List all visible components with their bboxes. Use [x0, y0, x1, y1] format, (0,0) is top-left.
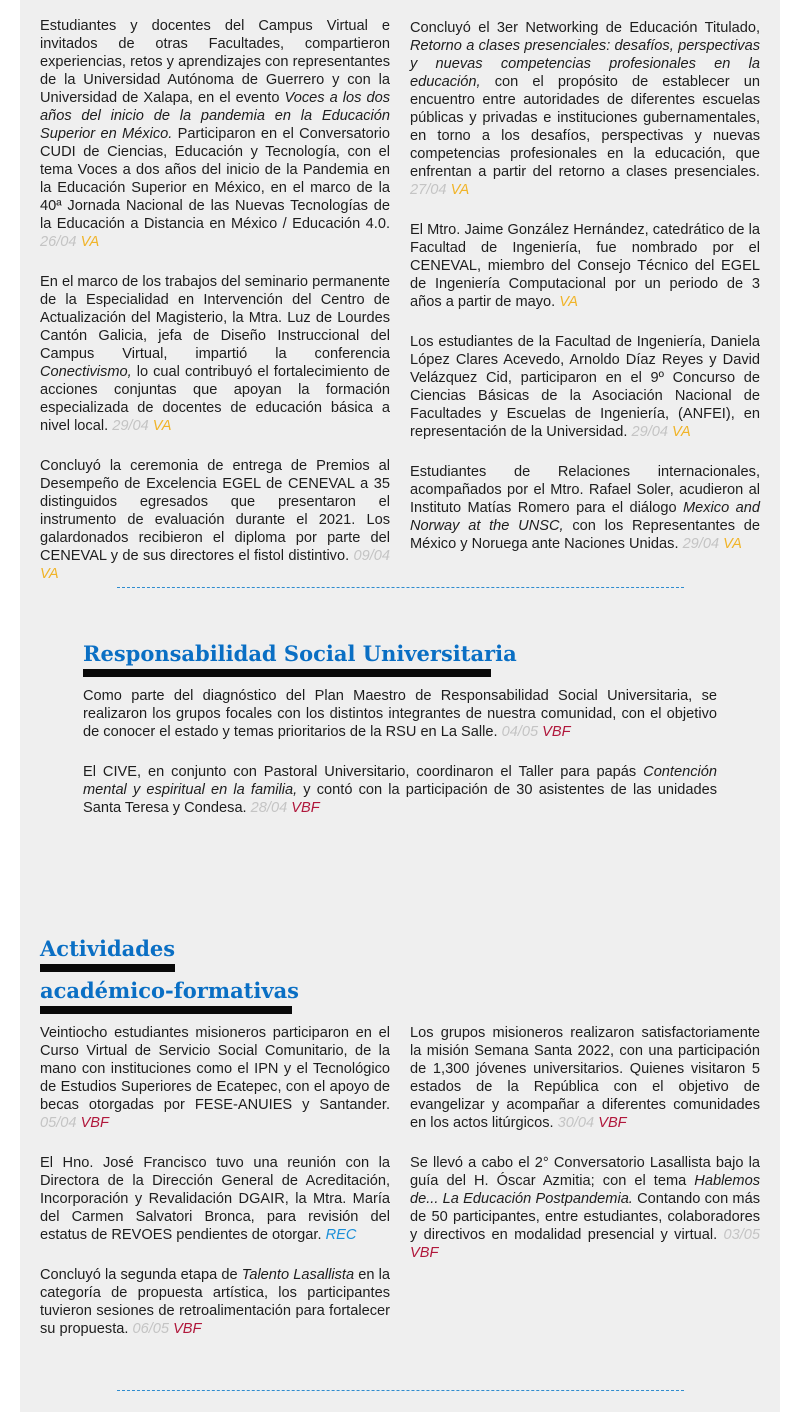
item-date: 06/05 [132, 1321, 174, 1337]
item-tag: VA [80, 234, 100, 250]
news-item [40, 457, 390, 583]
item-text: con los Representantes de México y Noruega ante Naciones Unidas. [410, 518, 761, 552]
item-text: Se llevó a cabo el 2° Conversatorio Lasallista bajo la guía del H. Óscar Azmitia; con el tema [410, 1155, 760, 1189]
top-left-column [40, 17, 390, 583]
italic-title: Hablemos de... La Educación Postpandemia. [410, 1173, 760, 1207]
item-text: lo cual contribuyó el fortalecimiento de acciones conjuntas que apoyan la formación especializada de docentes de educación básica a nivel local. [40, 364, 390, 434]
item-date: 28/04 [250, 800, 292, 816]
top-right-column [410, 19, 760, 553]
news-item [40, 1154, 390, 1244]
item-tag: VBF [598, 1115, 627, 1131]
item-text: El Mtro. Jaime González Hernández, catedrático de la Facultad de Ingeniería, fue nombrado por el CENEVAL, miembro del Consejo Técnico del EGEL de Ingeniería Computacional por un periodo de 3 años a partir de mayo. [410, 222, 760, 310]
item-tag: VBF [542, 724, 571, 740]
italic-title: Voces a los dos años del inicio de la pandemia en la Educación Superior en México. [40, 90, 390, 142]
item-text: Estudiantes y docentes del Campus Virtual e invitados de otras Facultades, compartieron experiencias, retos y aprendizajes con representantes de la Universidad Autónoma de Guerrero y con la Universidad de Xalapa, en el evento [40, 18, 390, 106]
item-text: El Hno. José Francisco tuvo una reunión con la Directora de la Dirección General de Acreditación, Incorporación y Revalidación DGAIR, la Mtra. María del Carmen Salvatori Bronca, para revisión del estatus de REVOES pendientes de otorgar. [40, 1155, 390, 1243]
item-text: con el propósito de establecer un encuentro entre autoridades de diferentes escuelas públicas y privadas e instituciones gubernamentales, en torno a los desafíos, perspectivas y nuevas competencias profesionales en la educación, que enfrentan a partir del retorno a clases presenciales. [410, 74, 760, 180]
rsu-content [83, 687, 717, 817]
item-date: 26/04 [40, 234, 81, 250]
news-item [410, 333, 760, 441]
item-text: Veintiocho estudiantes misioneros participaron en el Curso Virtual de Servicio Social Comunitario, de la mano con instituciones como el IPN y el Tecnológico de Estudios Superiores de Ecatepec, con el apoyo de becas otorgadas por FESE-ANUIES y Santander. [40, 1025, 390, 1113]
item-date: 03/05 [723, 1227, 760, 1243]
item-tag: VA [723, 536, 742, 552]
item-tag: VA [40, 566, 59, 582]
section-divider [117, 1390, 684, 1391]
item-text: Concluyó la segunda etapa de [40, 1267, 242, 1283]
item-text: Los estudiantes de la Facultad de Ingeniería, Daniela López Clares Acevedo, Arnoldo Díaz Reyes y David Velázquez Cid, participaron en el 9º Concurso de Ciencias Básicas de la Asociación Nacional de Facultades y Escuelas de Ingeniería, (ANFEI), en representación de la Universidad. [410, 334, 760, 440]
item-text: Como parte del diagnóstico del Plan Maestro de Responsabilidad Social Universitaria, se realizaron los grupos focales con los distintos integrantes de nuestra comunidad, con el objetivo de conocer el estado y temas prioritarios de la RSU en La Salle. [83, 688, 717, 740]
item-date: 09/04 [353, 548, 390, 564]
item-text: Estudiantes de Relaciones internacionales, acompañados por el Mtro. Rafael Soler, acudieron al Instituto Matías Romero para el diálogo [410, 464, 760, 516]
title-underline [83, 669, 491, 677]
section-title-academic-line2: académico-formativas [40, 978, 299, 1003]
item-date: 29/04 [631, 424, 673, 440]
item-text: El CIVE, en conjunto con Pastoral Universitario, coordinaron el Taller para papás [83, 764, 644, 780]
item-date: 04/05 [501, 724, 543, 740]
news-item [40, 17, 390, 251]
item-text: En el marco de los trabajos del seminario permanente de la Especialidad en Intervención del Centro de Actualización del Magisterio, la Mtra. Luz de Lourdes Cantón Galicia, jefa de Diseño Instruccional del Campus Virtual, impartió la conferencia [40, 274, 390, 362]
academic-left-column [40, 1024, 390, 1338]
item-date: 29/04 [112, 418, 153, 434]
news-item [40, 1266, 390, 1338]
academic-right-column [410, 1024, 760, 1262]
item-date: 05/04 [40, 1115, 81, 1131]
item-tag: VBF [291, 800, 320, 816]
news-item [410, 463, 760, 553]
item-tag: VBF [173, 1321, 202, 1337]
news-item [410, 221, 760, 311]
italic-title: Mexico and Norway at the UNSC, [410, 500, 760, 534]
item-tag: VA [672, 424, 691, 440]
item-tag: REC [325, 1227, 357, 1243]
title-underline [40, 1006, 292, 1014]
news-item [410, 1024, 760, 1132]
news-item [83, 687, 717, 741]
italic-title: Conectivismo, [40, 364, 132, 380]
section-divider [117, 587, 684, 588]
item-tag: VA [559, 294, 578, 310]
italic-title: Contención mental y espiritual en la familia, [83, 764, 717, 798]
italic-title: Talento Lasallista [241, 1267, 355, 1283]
item-text: Participaron en el Conversatorio CUDI de Ciencias, Educación y Tecnología, con el tema Voces a dos años del inicio de la Pandemia en la Educación Superior en México, en el marco de la 40ª Jornada Nacional de las Nuevas Tecnologías de la Educación a Distancia en México / Educación 4.0. [40, 126, 390, 232]
item-text: Los grupos misioneros realizaron satisfactoriamente la misión Semana Santa 2022, con una participación de 1,300 jóvenes universitarios. Quienes visitaron 5 estados de la República con el objetivo de evangelizar y acompañar a diferentes comunidades en los actos litúrgicos. [410, 1025, 760, 1131]
item-tag: VA [450, 182, 470, 198]
news-item [40, 1024, 390, 1132]
news-item [410, 1154, 760, 1262]
item-text: Contando con más de 50 participantes, entre estudiantes, colaboradores y directivos en modalidad presencial y virtual. [410, 1191, 760, 1243]
item-date: 29/04 [682, 536, 724, 552]
item-text: y contó con la participación de 30 asistentes de las unidades Santa Teresa y Condesa. [83, 782, 718, 816]
item-tag: VBF [410, 1245, 439, 1261]
item-text: Concluyó el 3er Networking de Educación Titulado, [410, 20, 760, 36]
news-item [410, 19, 760, 199]
news-item [83, 763, 717, 817]
italic-title: Retorno a clases presenciales: desafíos, perspectivas y nuevas competencias profesionales en la educación, [410, 38, 760, 90]
item-tag: VA [152, 418, 172, 434]
item-date: 30/04 [557, 1115, 599, 1131]
item-text: en la categoría de propuesta artística, los participantes tuvieron sesiones de retroalimentación para fortalecer su propuesta. [40, 1267, 391, 1337]
title-underline [40, 964, 175, 972]
section-title-rsu: Responsabilidad Social Universitaria [83, 641, 517, 666]
item-tag: VBF [80, 1115, 109, 1131]
section-title-academic-line1: Actividades [40, 936, 176, 961]
news-item [40, 273, 390, 435]
item-date: 27/04 [410, 182, 451, 198]
item-text: Concluyó la ceremonia de entrega de Premios al Desempeño de Excelencia EGEL de CENEVAL a 35 distinguidos egresados que presentaron el instrumento de evaluación durante el 2021. Los galardonados recibieron el diploma por parte del CENEVAL y de sus directores el fistol distintivo. [40, 458, 390, 564]
